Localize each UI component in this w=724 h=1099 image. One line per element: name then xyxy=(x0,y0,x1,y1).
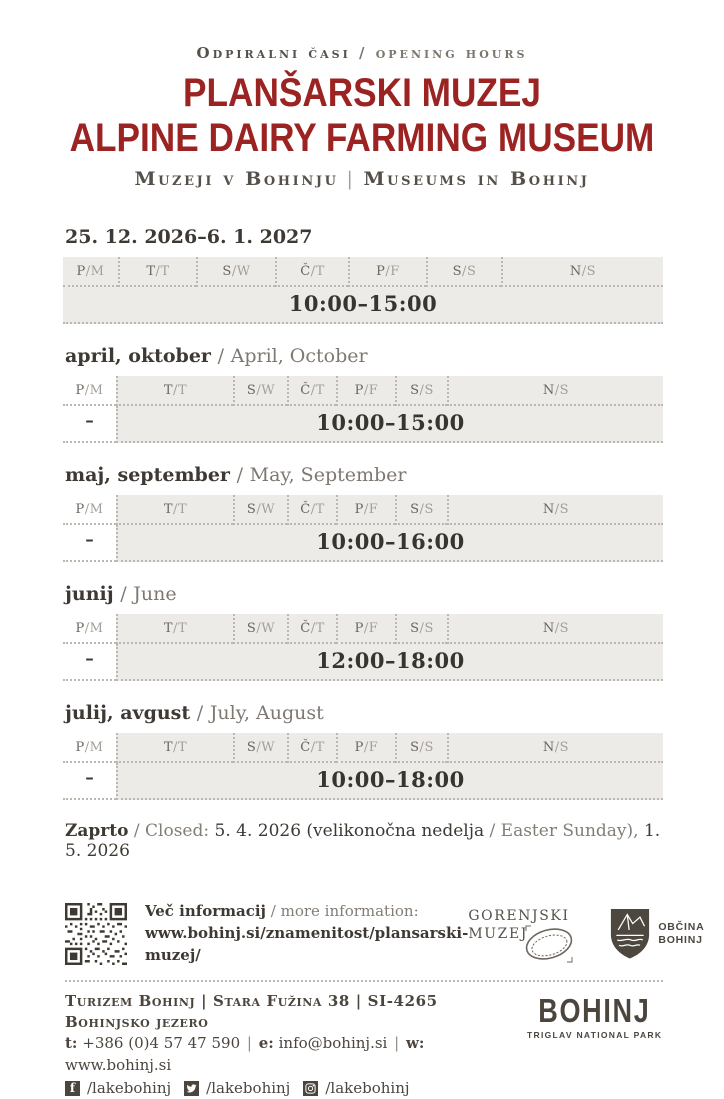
day-header xyxy=(395,376,447,406)
day-abbrev-en: S xyxy=(466,264,477,280)
twitter-icon xyxy=(184,1081,199,1096)
closed-separator-1: / xyxy=(133,821,140,842)
contact-separator: | xyxy=(394,1034,400,1053)
day-separator: / xyxy=(554,383,560,399)
day-abbrev-sl: T xyxy=(163,383,174,399)
schedule-title-en: June xyxy=(133,583,177,606)
day-separator: / xyxy=(84,621,90,637)
day-abbrev-en: S xyxy=(559,740,570,756)
day-separator: / xyxy=(310,740,316,756)
footer-contact-block xyxy=(65,991,526,1099)
closed-date-2: 1. 5. 2026 xyxy=(65,821,661,862)
day-abbrev-sl: S xyxy=(246,621,257,637)
day-abbrev-sl: S xyxy=(410,502,420,518)
day-abbrev-en: T xyxy=(177,383,188,399)
day-header xyxy=(395,733,447,763)
opening-hours-value: 10:00–16:00 xyxy=(116,525,663,562)
schedule-title-en: May, September xyxy=(249,464,407,487)
email-label: e: xyxy=(258,1034,274,1053)
poster-footer xyxy=(65,991,663,1099)
day-separator: / xyxy=(256,502,262,518)
day-abbrev-sl: N xyxy=(542,502,555,518)
day-abbrev-en: T xyxy=(315,621,325,637)
day-separator: / xyxy=(310,383,316,399)
day-header xyxy=(233,614,287,644)
day-header xyxy=(63,733,116,763)
day-header xyxy=(116,733,233,763)
day-abbrev-en: F xyxy=(368,502,379,518)
schedule-section xyxy=(63,226,663,324)
page-title-sl: PLANŠARSKI MUZEJ xyxy=(183,71,541,115)
day-separator: / xyxy=(173,740,178,756)
day-abbrev-en: F xyxy=(368,383,379,399)
bohinj-logo-title: BOHINJ xyxy=(538,991,651,1029)
day-separator: / xyxy=(310,621,316,637)
day-abbrev-en: S xyxy=(424,740,434,756)
schedule-title xyxy=(65,464,663,486)
day-separator: / xyxy=(84,740,90,756)
day-abbrev-sl: P xyxy=(75,621,85,637)
schedule-title-separator: / xyxy=(120,583,127,606)
opening-hours-value: 10:00–15:00 xyxy=(116,406,663,443)
eyebrow-separator: / xyxy=(358,44,368,62)
day-abbrev-sl: T xyxy=(146,264,156,280)
day-abbrev-sl: S xyxy=(222,264,232,280)
qr-code xyxy=(65,903,127,965)
day-separator: / xyxy=(84,502,90,518)
day-abbrev-sl: S xyxy=(410,621,420,637)
day-header xyxy=(447,733,663,763)
day-header xyxy=(63,376,116,406)
day-abbrev-en: M xyxy=(89,383,104,399)
day-header xyxy=(336,614,395,644)
opening-hours-table xyxy=(63,733,663,800)
day-abbrev-sl: N xyxy=(542,740,555,756)
eyebrow-en: opening hours xyxy=(375,44,528,62)
day-abbrev-sl: N xyxy=(542,383,555,399)
day-abbrev-en: F xyxy=(368,621,379,637)
day-header xyxy=(426,257,501,287)
day-abbrev-sl: P xyxy=(75,383,85,399)
website-label: w: xyxy=(405,1034,425,1053)
schedule-title-en: July, August xyxy=(209,702,324,725)
instagram-handle: /lakebohinj xyxy=(325,1078,410,1097)
day-header xyxy=(63,614,116,644)
email-value: info@bohinj.si xyxy=(278,1034,388,1053)
day-abbrev-en: T xyxy=(315,502,325,518)
day-header xyxy=(336,733,395,763)
day-separator: / xyxy=(256,383,262,399)
info-row xyxy=(65,901,705,966)
day-separator: / xyxy=(363,621,369,637)
opening-hours-table xyxy=(63,257,663,324)
day-abbrev-en: F xyxy=(368,740,379,756)
phone-value: +386 (0)4 57 47 590 xyxy=(82,1034,241,1053)
day-abbrev-en: W xyxy=(261,383,276,399)
gorenjski-line1: GORENJSKI xyxy=(468,908,570,924)
day-abbrev-en: M xyxy=(89,502,104,518)
subtitle xyxy=(0,168,724,190)
day-separator: / xyxy=(256,740,262,756)
day-abbrev-en: M xyxy=(89,621,104,637)
obcina-bohinj-logo xyxy=(610,908,704,960)
day-header xyxy=(447,495,663,525)
museum-url: www.bohinj.si/znamenitost/plansarski-muzej/ xyxy=(145,924,469,964)
day-separator: / xyxy=(363,740,369,756)
day-separator: / xyxy=(231,264,237,280)
day-header xyxy=(63,495,116,525)
schedule-section xyxy=(63,702,663,800)
schedule-title-sl: maj, september xyxy=(65,464,230,487)
day-header xyxy=(287,376,336,406)
day-abbrev-sl: P xyxy=(354,502,364,518)
day-header xyxy=(233,495,287,525)
schedule-title xyxy=(65,583,663,605)
day-separator: / xyxy=(173,383,178,399)
schedule-section xyxy=(63,345,663,443)
day-abbrev-en: W xyxy=(236,264,251,280)
day-header xyxy=(501,257,663,287)
day-abbrev-en: S xyxy=(559,383,570,399)
day-separator: / xyxy=(581,264,587,280)
day-abbrev-sl: P xyxy=(354,740,364,756)
day-abbrev-sl: S xyxy=(410,740,420,756)
opening-hours-table xyxy=(63,376,663,443)
closed-label-en: Closed: xyxy=(145,821,210,842)
day-header xyxy=(287,614,336,644)
bohinj-logo xyxy=(526,991,663,1099)
schedule-title-sl: junij xyxy=(65,583,114,606)
day-separator: / xyxy=(419,502,425,518)
day-separator: / xyxy=(310,502,316,518)
day-abbrev-sl: T xyxy=(163,502,174,518)
day-abbrev-en: M xyxy=(90,264,105,280)
day-abbrev-sl: T xyxy=(163,740,174,756)
schedule-section xyxy=(63,464,663,562)
day-separator: / xyxy=(310,264,316,280)
day-abbrev-sl: Č xyxy=(300,383,311,399)
schedule-title xyxy=(65,345,663,367)
day-abbrev-en: M xyxy=(89,740,104,756)
closed-day-mark: – xyxy=(63,763,116,800)
phone-label: t: xyxy=(65,1034,78,1053)
schedule-title-separator: / xyxy=(217,345,224,368)
day-separator: / xyxy=(554,502,560,518)
day-header xyxy=(336,376,395,406)
day-abbrev-en: T xyxy=(177,621,188,637)
partner-logos xyxy=(468,902,704,966)
page-title xyxy=(43,71,680,161)
day-abbrev-sl: Č xyxy=(300,264,311,280)
day-abbrev-en: W xyxy=(261,740,276,756)
day-abbrev-sl: S xyxy=(452,264,463,280)
day-separator: / xyxy=(173,621,178,637)
day-header xyxy=(447,614,663,644)
obcina-line2: BOHINJ xyxy=(658,934,703,946)
day-abbrev-sl: S xyxy=(246,502,257,518)
day-abbrev-en: T xyxy=(315,740,325,756)
day-abbrev-en: S xyxy=(424,383,434,399)
schedules-list xyxy=(63,226,663,800)
day-abbrev-sl: Č xyxy=(300,502,311,518)
day-abbrev-sl: Č xyxy=(300,621,311,637)
day-abbrev-sl: S xyxy=(246,383,257,399)
facebook-icon xyxy=(65,1081,80,1096)
day-header xyxy=(395,614,447,644)
day-abbrev-sl: P xyxy=(354,621,364,637)
day-abbrev-sl: Č xyxy=(300,740,311,756)
day-header xyxy=(116,376,233,406)
day-abbrev-en: T xyxy=(315,383,325,399)
more-info-separator: / xyxy=(270,902,276,921)
schedule-title-en: April, October xyxy=(230,345,368,368)
closed-date-1-en: Easter Sunday), xyxy=(500,821,639,842)
footer-social-line xyxy=(65,1078,526,1099)
schedule-title-sl: 25. 12. 2026–6. 1. 2027 xyxy=(65,226,313,249)
ring-icon xyxy=(518,922,580,966)
day-abbrev-sl: P xyxy=(76,264,86,280)
day-abbrev-en: T xyxy=(160,264,170,280)
bohinj-logo-subtitle: TRIGLAV NATIONAL PARK xyxy=(527,1029,663,1040)
twitter-handle: /lakebohinj xyxy=(206,1078,291,1097)
eyebrow xyxy=(0,0,724,62)
closed-day-mark: – xyxy=(63,644,116,681)
page-title-en: ALPINE DAIRY FARMING MUSEUM xyxy=(69,116,655,161)
schedule-title xyxy=(65,702,663,724)
day-abbrev-sl: P xyxy=(75,502,85,518)
more-info-sl: Več informacij xyxy=(145,902,266,921)
day-abbrev-en: S xyxy=(586,264,597,280)
day-abbrev-en: T xyxy=(177,740,188,756)
opening-hours-value: 10:00–15:00 xyxy=(63,287,663,324)
day-header xyxy=(348,257,426,287)
opening-hours-table xyxy=(63,614,663,681)
day-abbrev-sl: S xyxy=(246,740,257,756)
footer-divider xyxy=(65,980,663,982)
instagram-icon xyxy=(303,1081,318,1096)
obcina-line1: OBČINA xyxy=(658,920,705,933)
footer-address: Turizem Bohinj | Stara Fužina 38 | SI-4265 Bohinjsko jezero xyxy=(65,991,438,1031)
day-header xyxy=(116,495,233,525)
day-abbrev-en: T xyxy=(315,264,325,280)
more-info-en: more information: xyxy=(280,902,419,921)
day-header xyxy=(63,257,118,287)
facebook-handle: /lakebohinj xyxy=(87,1078,172,1097)
closed-day-mark: – xyxy=(63,525,116,562)
schedule-title xyxy=(65,226,663,248)
day-abbrev-sl: P xyxy=(75,740,85,756)
day-separator: / xyxy=(85,264,91,280)
gorenjski-muzej-logo xyxy=(468,902,580,966)
gorenjski-line2: MUZEJ xyxy=(468,926,529,943)
day-separator: / xyxy=(554,621,560,637)
day-separator: / xyxy=(173,502,178,518)
day-abbrev-sl: P xyxy=(376,264,386,280)
day-header xyxy=(287,733,336,763)
day-abbrev-en: S xyxy=(559,621,570,637)
contact-separator: | xyxy=(246,1034,252,1053)
closed-day-mark: – xyxy=(63,406,116,443)
day-abbrev-en: S xyxy=(559,502,570,518)
schedule-title-sl: julij, avgust xyxy=(65,702,191,725)
schedule-title-separator: / xyxy=(196,702,204,725)
day-abbrev-en: S xyxy=(424,502,434,518)
website-value: www.bohinj.si xyxy=(65,1055,172,1074)
more-info-text xyxy=(145,901,468,966)
opening-hours-value: 12:00–18:00 xyxy=(116,644,663,681)
day-header xyxy=(287,495,336,525)
day-separator: / xyxy=(84,383,90,399)
closed-date-1: 5. 4. 2026 (velikonočna nedelja xyxy=(214,821,485,842)
day-separator: / xyxy=(554,740,560,756)
day-separator: / xyxy=(256,621,262,637)
schedule-section xyxy=(63,583,663,681)
day-header xyxy=(275,257,348,287)
day-abbrev-en: S xyxy=(424,621,434,637)
closed-note xyxy=(65,821,663,861)
day-header xyxy=(233,376,287,406)
day-header xyxy=(196,257,275,287)
eyebrow-sl: Odpiralni časi xyxy=(196,44,351,62)
day-header xyxy=(447,376,663,406)
obcina-bohinj-logo-text xyxy=(658,921,704,947)
day-header xyxy=(233,733,287,763)
opening-hours-table xyxy=(63,495,663,562)
day-separator: / xyxy=(419,383,425,399)
day-separator: / xyxy=(363,383,369,399)
day-separator: / xyxy=(462,264,467,280)
footer-contact-line xyxy=(65,1033,526,1076)
day-header xyxy=(116,614,233,644)
day-abbrev-en: W xyxy=(261,621,276,637)
day-separator: / xyxy=(363,502,369,518)
opening-hours-value: 10:00–18:00 xyxy=(116,763,663,800)
coat-of-arms-icon xyxy=(610,908,650,960)
day-abbrev-en: F xyxy=(390,264,400,280)
day-abbrev-en: T xyxy=(177,502,188,518)
schedule-title-sl: april, oktober xyxy=(65,345,211,368)
day-abbrev-en: W xyxy=(261,502,276,518)
day-separator: / xyxy=(419,740,425,756)
subtitle-sl: Muzeji v Bohinju xyxy=(134,168,339,191)
subtitle-en: Museums in Bohinj xyxy=(363,168,590,191)
subtitle-separator: | xyxy=(346,168,356,191)
closed-separator-2: / xyxy=(489,821,496,842)
schedule-title-separator: / xyxy=(236,464,243,487)
day-abbrev-sl: P xyxy=(354,383,364,399)
day-abbrev-sl: T xyxy=(163,621,174,637)
day-separator: / xyxy=(155,264,161,280)
day-header xyxy=(336,495,395,525)
poster-header xyxy=(0,0,724,190)
closed-label-sl: Zaprto xyxy=(65,821,129,842)
day-separator: / xyxy=(419,621,425,637)
day-header xyxy=(395,495,447,525)
day-abbrev-sl: N xyxy=(569,264,582,280)
day-abbrev-sl: S xyxy=(410,383,420,399)
day-header xyxy=(118,257,196,287)
day-separator: / xyxy=(385,264,391,280)
day-abbrev-sl: N xyxy=(542,621,555,637)
